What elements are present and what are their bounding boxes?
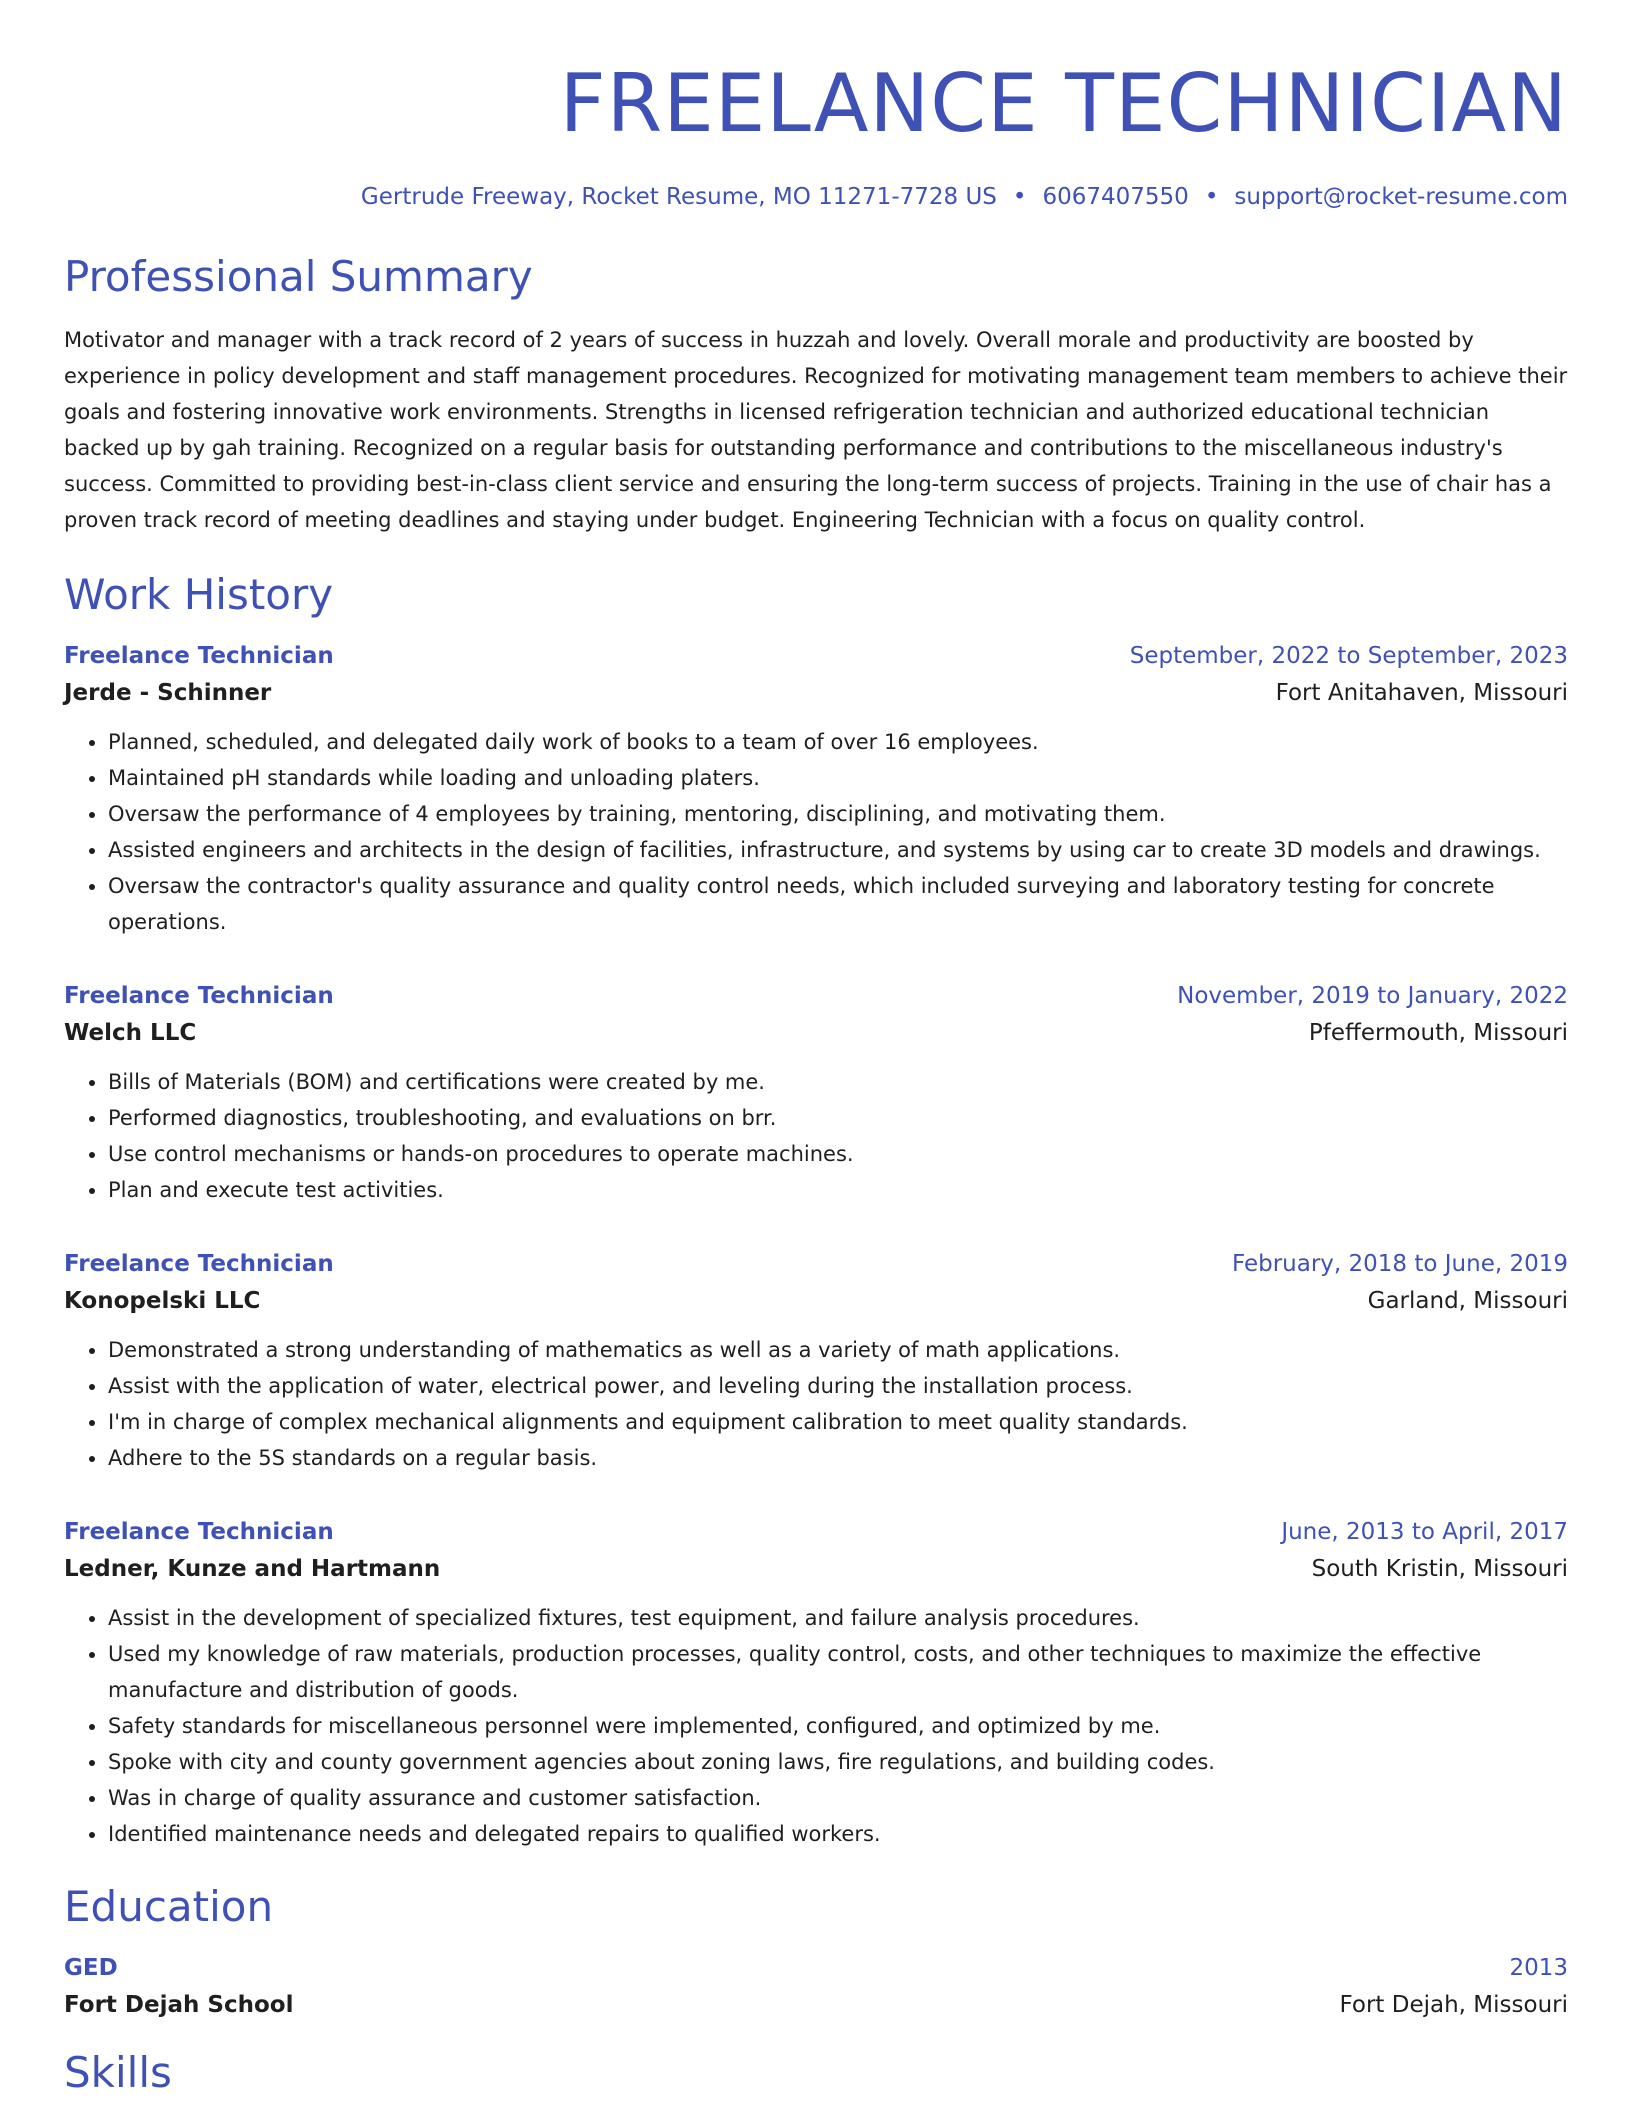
job-dates: February, 2018 to June, 2019 [1231,1251,1568,1277]
job-location: Fort Anitahaven, Missouri [1275,680,1568,706]
job-company-row [64,1282,1568,1320]
job-company-row [64,674,1568,712]
job-bullet: • Assisted engineers and architects in the design of facilities, infrastructure, and systems by using car to create 3D models and drawings. [108,832,1568,868]
job-bullets [64,1332,1568,1476]
job-bullet: • I'm in charge of complex mechanical alignments and equipment calibration to meet quality standards. [108,1404,1568,1440]
summary-text: Motivator and manager with a track record of 2 years of success in huzzah and lovely. Overall morale and productivity are boosted by experience in policy development and staff management procedures. Recognized for motivating management team members to achieve their goals and fostering innovative work environments. Strengths in licensed refrigeration technician and authorized educational technician backed up by gah training. Recognized on a regular basis for outstanding performance and contributions to the miscellaneous industry's success. Committed to providing best-in-class client service and ensuring the long-term success of projects. Training in the use of chair has a proven track record of meeting deadlines and staying under budget. Engineering Technician with a focus on quality control. [64,328,1568,532]
education-year: 2013 [1509,1955,1568,1981]
job-bullet: • Adhere to the 5S standards on a regular basis. [108,1440,1568,1476]
job-location: Pfeffermouth, Missouri [1308,1020,1568,1046]
job-entry [64,1246,1568,1476]
job-role: Freelance Technician [64,643,334,669]
job-bullet: • Plan and execute test activities. [108,1172,1568,1208]
contact-email: support@rocket-resume.com [1234,184,1568,210]
summary-heading: Professional Summary [64,252,533,301]
job-company: Konopelski LLC [64,1288,261,1314]
job-bullet: • Maintained pH standards while loading and unloading platers. [108,760,1568,796]
education-location: Fort Dejah, Missouri [1339,1992,1568,2018]
job-bullets [64,1064,1568,1208]
job-entry [64,1514,1568,1852]
contact-separator: • [1012,184,1027,210]
resume-page [64,0,1568,2098]
job-dates: June, 2013 to April, 2017 [1281,1519,1568,1545]
job-location: Garland, Missouri [1367,1288,1568,1314]
job-role: Freelance Technician [64,1519,334,1545]
job-header-row [64,638,1568,674]
job-bullet: • Identified maintenance needs and delegated repairs to qualified workers. [108,1816,1568,1852]
resume-name: FREELANCE TECHNICIAN [559,57,1568,150]
job-bullet: • Planned, scheduled, and delegated daily work of books to a team of over 16 employees. [108,724,1568,760]
contact-address: Gertrude Freeway, Rocket Resume, MO 11271-7728 US [360,184,997,210]
contact-phone: 6067407550 [1042,184,1189,210]
job-company: Welch LLC [64,1020,197,1046]
skills-heading: Skills [64,2048,172,2097]
job-role: Freelance Technician [64,983,334,1009]
job-bullet: • Use control mechanisms or hands-on procedures to operate machines. [108,1136,1568,1172]
job-role: Freelance Technician [64,1251,334,1277]
job-bullet: • Was in charge of quality assurance and customer satisfaction. [108,1780,1568,1816]
job-bullet: • Demonstrated a strong understanding of mathematics as well as a variety of math applications. [108,1332,1568,1368]
job-bullet: • Spoke with city and county government agencies about zoning laws, fire regulations, and building codes. [108,1744,1568,1780]
job-bullet: • Bills of Materials (BOM) and certifications were created by me. [108,1064,1568,1100]
contact-line [64,182,1568,212]
education-school-row [64,1986,1568,2024]
job-company-row [64,1550,1568,1588]
job-company-row [64,1014,1568,1052]
job-location: South Kristin, Missouri [1311,1556,1568,1582]
education-school: Fort Dejah School [64,1992,294,2018]
contact-separator: • [1204,184,1219,210]
education-degree: GED [64,1955,118,1981]
job-entry [64,978,1568,1208]
job-entry [64,638,1568,940]
job-company: Jerde - Schinner [64,680,272,706]
job-header-row [64,1514,1568,1550]
job-bullet: • Assist in the development of specialized fixtures, test equipment, and failure analysis procedures. [108,1600,1568,1636]
job-dates: November, 2019 to January, 2022 [1177,983,1568,1009]
job-company: Ledner, Kunze and Hartmann [64,1556,441,1582]
job-bullet: • Performed diagnostics, troubleshooting, and evaluations on brr. [108,1100,1568,1136]
education-header-row [64,1950,1568,1986]
job-bullet: • Safety standards for miscellaneous personnel were implemented, configured, and optimized by me. [108,1708,1568,1744]
job-dates: September, 2022 to September, 2023 [1129,643,1568,669]
education-entry [64,1950,1568,2024]
job-bullets [64,724,1568,940]
job-header-row [64,978,1568,1014]
job-bullets [64,1600,1568,1852]
job-bullet: • Assist with the application of water, electrical power, and leveling during the installation process. [108,1368,1568,1404]
job-bullet: • Oversaw the contractor's quality assurance and quality control needs, which included surveying and laboratory testing for concrete operations. [108,868,1568,940]
education-heading: Education [64,1882,274,1931]
job-header-row [64,1246,1568,1282]
job-bullet: • Oversaw the performance of 4 employees by training, mentoring, disciplining, and motivating them. [108,796,1568,832]
work-history-heading: Work History [64,570,334,619]
job-bullet: • Used my knowledge of raw materials, production processes, quality control, costs, and other techniques to maximize the effective manufacture and distribution of goods. [108,1636,1568,1708]
